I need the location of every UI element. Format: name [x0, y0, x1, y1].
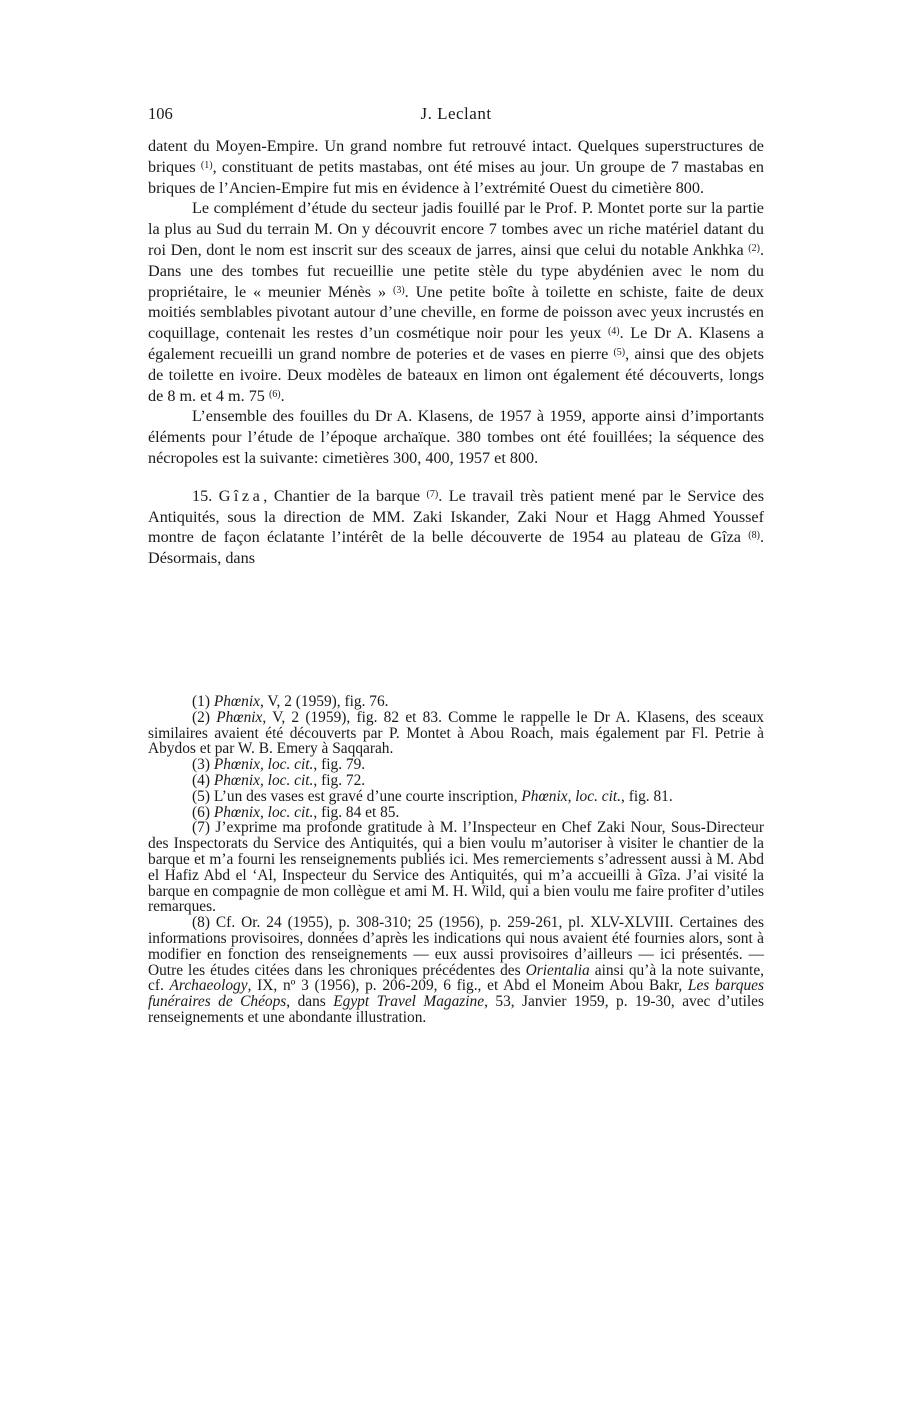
- paragraph-3: L’ensemble des fouilles du Dr A. Klasens, de 1957 à 1959, apporte ainsi d’importants éléments pour l’étude de l’époque archaïque. 380 tombes ont été fouillées; la séquence des nécropoles est la suivante: cimetières 300, 400, 1957 et 800.: [148, 407, 764, 467]
- paragraph-4: [148, 486, 764, 569]
- footnote-ref-6: (6): [268, 388, 281, 400]
- text: . Une petite boîte à toilette en schiste, faite de deux moitiés semblables pivotant autour d’une cheville, en forme de poisson avec yeux incrustés en coquillage, contenait les restes d’un cosmétique noir pour les yeux: [148, 282, 765, 343]
- footnote-6: [148, 805, 764, 821]
- text: , dans: [286, 993, 334, 1011]
- footnote-mark: (2): [192, 708, 210, 726]
- italic-text: Phœnix, loc. cit.: [521, 787, 621, 805]
- italic-text: Orientalia: [525, 961, 590, 979]
- footnote-mark: (5): [192, 787, 210, 805]
- text: , V, 2 (1959), fig. 76.: [259, 693, 389, 710]
- footnotes: [148, 694, 764, 1026]
- italic-text: Phœnix, loc. cit.: [213, 756, 314, 774]
- footnote-ref-3: (3): [393, 284, 405, 296]
- footnote-ref-4: (4): [607, 326, 620, 338]
- footnote-ref-2: (2): [748, 242, 760, 254]
- place-name: Gîza: [218, 486, 264, 505]
- footnote-mark: (3): [192, 756, 210, 774]
- footnote-ref-7: (7): [426, 488, 439, 500]
- footnote-2: [148, 710, 764, 757]
- footnote-7: [148, 820, 764, 915]
- text: , V, 2 (1959), fig. 82 et 83. Comme le rappelle le Dr A. Klasens, des sceaux similaires avaient été découverts par P. Montet à Abou Roach, mais également par Fl. Petrie à Abydos et par W. B. Emery à Saqqarah.: [148, 708, 764, 758]
- footnote-mark: (7): [192, 819, 210, 837]
- page-number: 106: [148, 104, 173, 123]
- paragraph-1: [148, 136, 764, 198]
- footnote-mark: (4): [192, 771, 210, 789]
- text: Cf. Or. 24 (1955), p. 308-310; 25 (1956), p. 259-261, pl. XLV-XLVIII. Certaines des informations provisoires, données d’après les indications qui nous avaient été fournies alors, sont à modifier en fonction des renseignements — eux aussi provisoires d’ailleurs — ici présentés. — Outre les études citées dans les chroniques précédentes des: [148, 914, 764, 979]
- text: , fig. 72.: [313, 771, 366, 789]
- text: J’exprime ma profonde gratitude à M. l’Inspecteur en Chef Zaki Nour, Sous-Directeur des Inspectorats du Service des Antiquités, qui a bien voulu m’autoriser à visiter le chantier de la barque et m’a fourni les renseignements publiés ici. Mes remerciements s’adressent aussi à M. Abd el Hafiz Abd el ‘Al, Inspecteur du Service des Antiquités, qui m’a accueilli à Gîza. J’ai visité la barque en compagnie de mon collègue et ami M. H. Wild, qui a bien voulu me faire profiter d’utiles remarques.: [148, 819, 764, 916]
- italic-text: Phœnix, loc. cit.: [213, 771, 314, 789]
- text: L’un des vases est gravé d’une courte inscription,: [213, 787, 522, 805]
- text: , fig. 84 et 85.: [313, 803, 400, 821]
- section-gap: [148, 469, 764, 486]
- footnote-mark: (1): [192, 693, 210, 710]
- paragraph-2: [148, 198, 764, 406]
- italic-text: Phœnix: [216, 708, 263, 726]
- italic-text: Egypt Travel Magazine: [333, 993, 485, 1011]
- footnote-ref-1: (1): [200, 159, 213, 171]
- text: , fig. 79.: [313, 756, 366, 774]
- running-head: J. Leclant: [420, 104, 492, 123]
- italic-text: Les barques funéraires de Chéops: [148, 977, 764, 1011]
- page-header: [148, 100, 764, 130]
- footnote-1: [148, 694, 764, 710]
- footnote-mark: (6): [192, 803, 210, 821]
- footnote-8: [148, 915, 764, 1026]
- text: , ainsi que des objets de toilette en ivoire. Deux modèles de bateaux en limon ont également été découverts, longs de 8 m. et 4 m. 75: [148, 344, 764, 405]
- italic-text: Archaeology: [169, 977, 248, 995]
- text: , constituant de petits mastabas, ont été mises au jour. Un groupe de 7 mastabas en briques de l’Ancien-Empire fut mis en évidence à l’extrémité Ouest du cimetière 800.: [148, 157, 764, 197]
- text: . Désormais, dans: [148, 528, 764, 568]
- text: . Dans une des tombes fut recueillie une petite stèle du type abydénien avec le nom du propriétaire, le « meunier Ménès »: [148, 240, 764, 301]
- text: . Le Dr A. Klasens a également recueilli un grand nombre de poteries et de vases en pierre: [148, 324, 764, 363]
- italic-text: Phœnix, loc. cit.: [213, 803, 314, 821]
- footnote-5: [148, 789, 764, 805]
- text: .: [280, 386, 285, 405]
- main-text: [148, 136, 764, 569]
- footnote-ref-5: (5): [613, 346, 626, 358]
- text: , IX, nº 3 (1956), p. 206-209, 6 fig., et Abd el Moneim Abou Bakr,: [247, 977, 688, 995]
- footnote-4: [148, 773, 764, 789]
- text: . Le travail très patient mené par le Service des Antiquités, sous la direction de MM. Zaki Iskander, Zaki Nour et Hagg Ahmed Youssef montre de façon éclatante l’intérêt de la belle découverte de 1954 au plateau de Gîza: [148, 486, 765, 547]
- footnote-mark: (8): [192, 914, 210, 932]
- text: ainsi qu’à la note suivante, cf.: [148, 961, 764, 995]
- section-number: 15.: [192, 486, 219, 505]
- text: Le complément d’étude du secteur jadis fouillé par le Prof. P. Montet porte sur la partie la plus au Sud du terrain M. On y découvrit encore 7 tombes avec un riche matériel datant du roi Den, dont le nom est inscrit sur des sceaux de jarres, ainsi que celui du notable Ankhka: [148, 199, 764, 259]
- text: , fig. 81.: [621, 787, 673, 805]
- text: , 53, Janvier 1959, p. 19-30, avec d’utiles renseignements et une abondante illustration.: [148, 993, 764, 1026]
- italic-text: Phœnix: [213, 693, 260, 710]
- text: datent du Moyen-Empire. Un grand nombre fut retrouvé intact. Quelques superstructures de briques: [148, 137, 764, 176]
- footnote-ref-8: (8): [748, 530, 760, 542]
- text: , Chantier de la barque: [263, 486, 427, 505]
- footnote-3: [148, 757, 764, 773]
